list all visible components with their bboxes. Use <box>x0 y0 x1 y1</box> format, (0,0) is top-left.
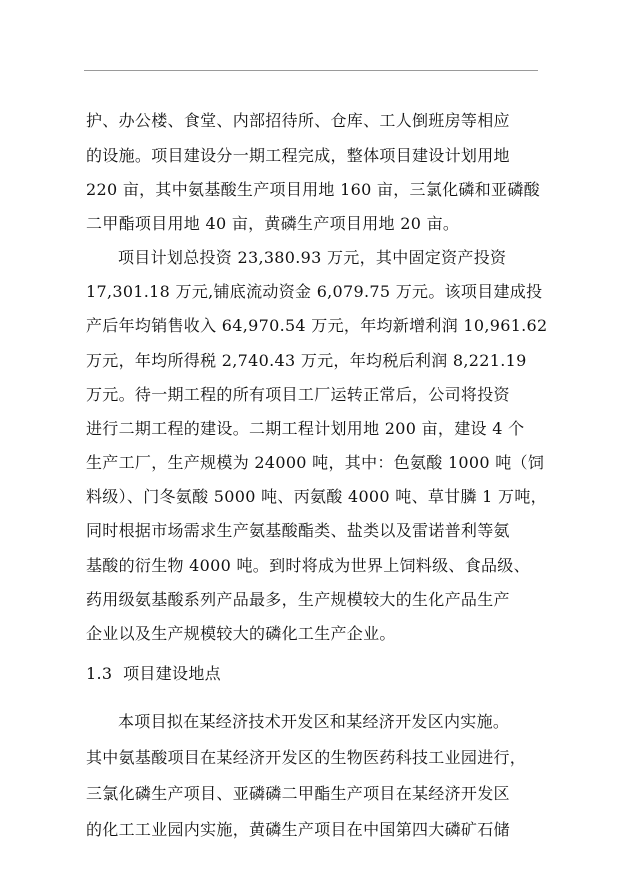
text-line: 的化工工业园内实施，黄磷生产项目在中国第四大磷矿石储 <box>86 820 510 839</box>
text-line: 产后年均销售收入 64,970.54 万元，年均新增利润 10,961.62 <box>86 316 548 335</box>
text-line: 220 亩，其中氨基酸生产项目用地 160 亩，三氯化磷和亚磷酸 <box>86 180 540 199</box>
text-line: 其中氨基酸项目在某经济开发区的生物医药科技工业园进行， <box>86 748 527 767</box>
text-line: 护、办公楼、食堂、内部招待所、仓库、工人倒班房等相应 <box>86 111 510 130</box>
text-line: 万元，年均所得税 2,740.43 万元，年均税后利润 8,221.19 <box>86 351 527 370</box>
text-line: 二甲酯项目用地 40 亩，黄磷生产项目用地 20 亩。 <box>86 214 460 233</box>
header-rule <box>84 70 538 71</box>
text-line: 企业以及生产规模较大的磷化工生产企业。 <box>86 624 396 643</box>
text-line: 本项目拟在某经济技术开发区和某经济开发区内实施。 <box>118 712 510 731</box>
text-line: 的设施。项目建设分一期工程完成，整体项目建设计划用地 <box>86 146 510 165</box>
text-line: 同时根据市场需求生产氨基酸酯类、盐类以及雷诺普利等氨 <box>86 521 510 540</box>
text-line: 药用级氨基酸系列产品最多，生产规模较大的生化产品生产 <box>86 590 510 609</box>
text-line: 万元。待一期工程的所有项目工厂运转正常后，公司将投资 <box>86 385 510 404</box>
text-line: 生产工厂，生产规模为 24000 吨，其中：色氨酸 1000 吨（饲 <box>86 453 545 472</box>
text-line: 项目计划总投资 23,380.93 万元，其中固定资产投资 <box>118 248 507 267</box>
text-line: 基酸的衍生物 4000 吨。到时将成为世界上饲料级、食品级、 <box>86 556 530 575</box>
text-line: 三氯化磷生产项目、亚磷磷二甲酯生产项目在某经济开发区 <box>86 784 510 803</box>
text-line: 进行二期工程的建设。二期工程计划用地 200 亩，建设 4 个 <box>86 419 525 438</box>
text-line: 料级）、门冬氨酸 5000 吨、丙氨酸 4000 吨、草甘膦 1 万吨， <box>86 487 547 506</box>
section-heading: 1.3 项目建设地点 <box>86 664 221 683</box>
text-line: 17,301.18 万元,铺底流动资金 6,079.75 万元。该项目建成投 <box>86 282 543 301</box>
